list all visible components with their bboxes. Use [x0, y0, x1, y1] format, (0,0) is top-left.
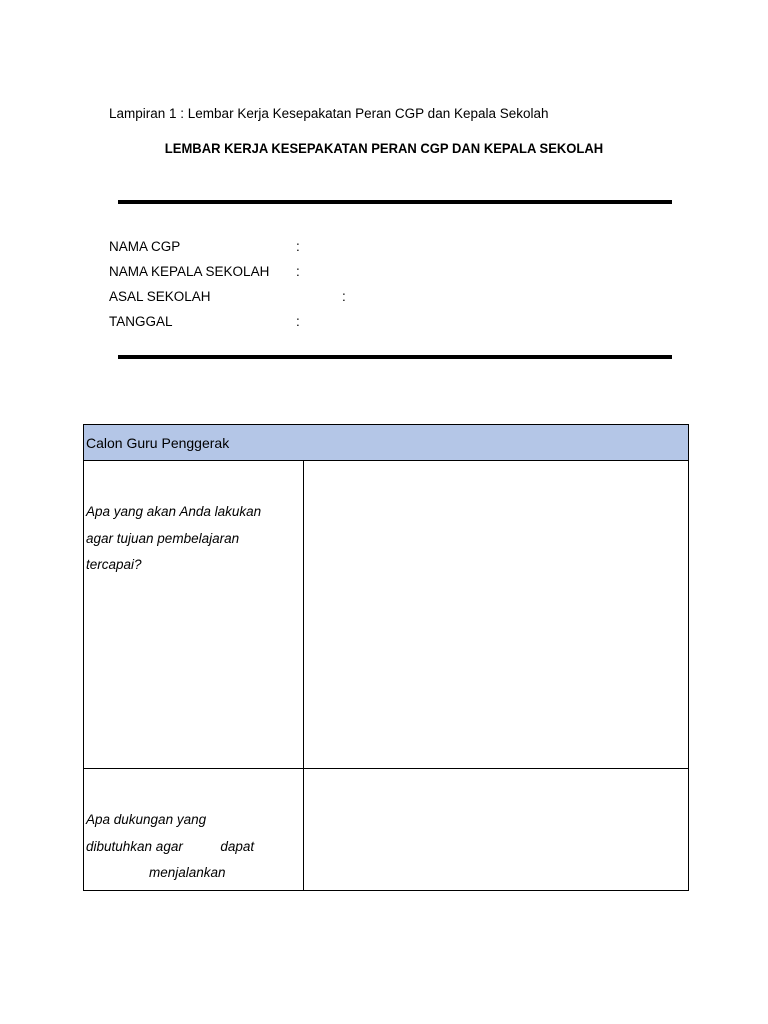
question-1-line-3: tercapai? — [86, 557, 142, 572]
question-2-line-3: menjalankan — [149, 865, 226, 880]
question-cell-2 — [84, 769, 304, 891]
spacer — [86, 461, 303, 499]
answer-cell-1[interactable] — [304, 461, 689, 769]
field-colon-tanggal: : — [296, 314, 300, 329]
question-2-line-2 — [86, 834, 303, 861]
field-colon-nama-kepala-sekolah: : — [296, 264, 300, 279]
top-divider — [118, 200, 672, 204]
field-label-asal-sekolah: ASAL SEKOLAH — [109, 289, 211, 304]
field-label-nama-kepala-sekolah: NAMA KEPALA SEKOLAH — [109, 264, 270, 279]
attachment-label: Lampiran 1 : Lembar Kerja Kesepakatan Peran CGP dan Kepala Sekolah — [109, 106, 549, 121]
question-1-line-1: Apa yang akan Anda lakukan — [86, 504, 262, 519]
question-2-line-1: Apa dukungan yang — [86, 812, 207, 827]
bottom-divider — [118, 355, 672, 359]
field-label-nama-cgp: NAMA CGP — [109, 239, 181, 254]
question-2-line-2a: dibutuhkan agar — [86, 838, 183, 854]
question-2-line-2b: dapat — [220, 838, 255, 854]
table-header-label: Calon Guru Penggerak — [86, 434, 230, 451]
field-label-tanggal: TANGGAL — [109, 314, 173, 329]
question-1-line-2: agar tujuan pembelajaran — [86, 530, 240, 546]
worksheet-table — [83, 424, 689, 891]
spacer — [86, 769, 303, 807]
question-cell-1 — [84, 461, 304, 769]
field-colon-nama-cgp: : — [296, 239, 300, 254]
field-colon-asal-sekolah: : — [342, 289, 346, 304]
answer-cell-2[interactable] — [304, 769, 689, 891]
table-header — [84, 425, 689, 461]
document-title: LEMBAR KERJA KESEPAKATAN PERAN CGP DAN KEPALA SEKOLAH — [164, 140, 604, 156]
